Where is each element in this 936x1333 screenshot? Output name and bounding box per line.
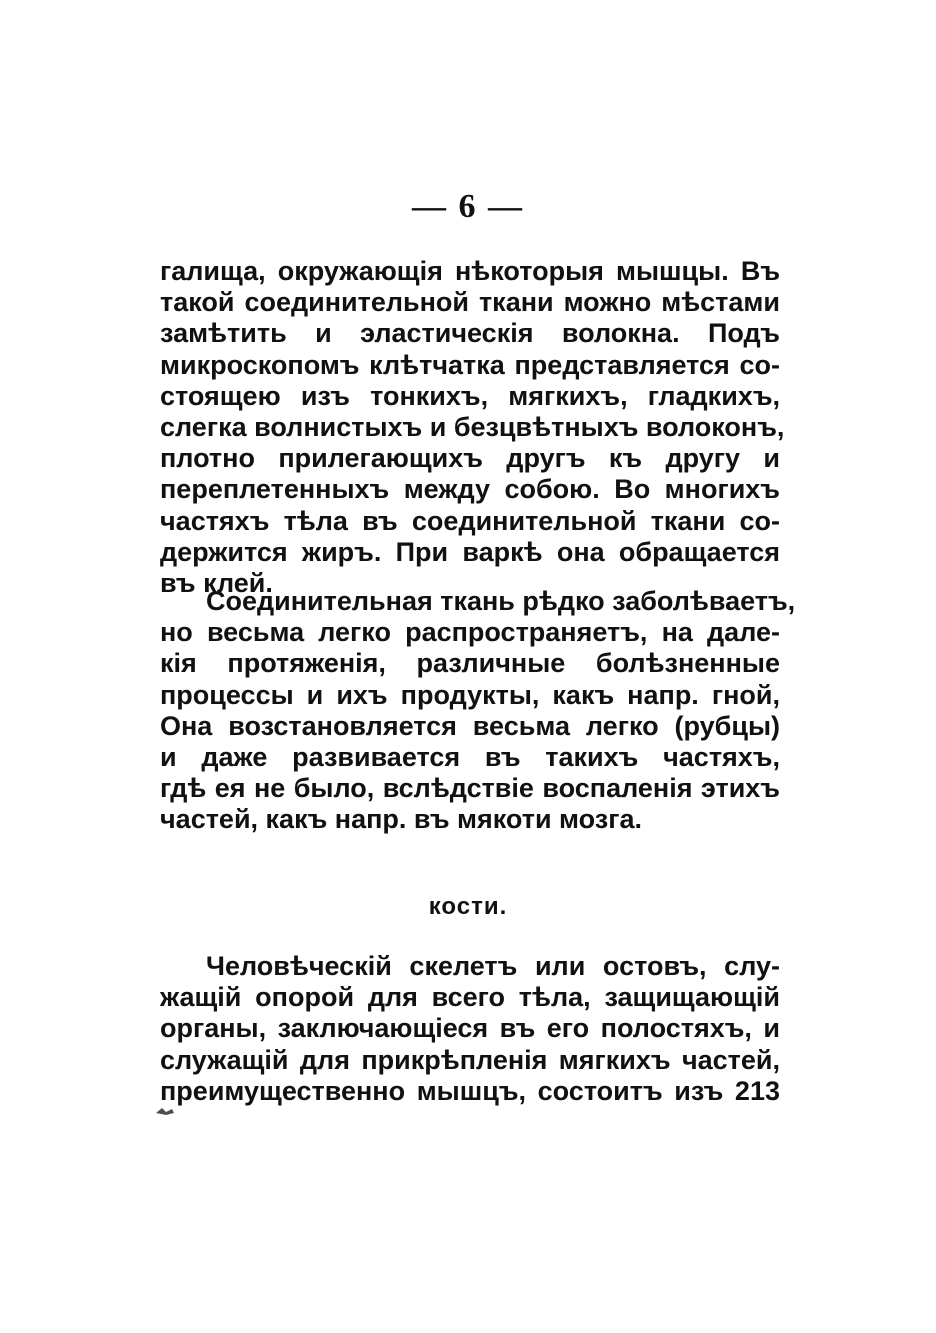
text-line: Она возстановляется весьма легко (рубцы) [160,710,780,741]
text-line: служащій для прикрѣпленія мягкихъ частей, [160,1044,780,1075]
text-line: процессы и ихъ продукты, какъ напр. гной, [160,679,780,710]
text-line: держится жиръ. При варкѣ она обращается [160,536,780,567]
paragraph-connective-tissue-description [160,256,785,599]
text-line: гдѣ ея не было, вслѣдствіе воспаленія этихъ [160,773,780,804]
section-heading-bones: кости. [428,893,508,920]
text-line: частяхъ тѣла въ соединительной ткани со- [160,505,780,536]
text-line: органы, заключающіеся въ его полостяхъ, и [160,1013,780,1044]
text-line: и даже развивается въ такихъ частяхъ, [160,741,780,772]
text-line: въ клей. [160,567,273,598]
text-line: но весьма легко распространяетъ, на дале- [160,617,780,648]
text-line: переплетенныхъ между собою. Во многихъ [160,474,780,505]
text-line: плотно прилегающихъ другъ къ другу и [160,443,780,474]
text-line: стоящею изъ тонкихъ, мягкихъ, гладкихъ, [160,380,780,411]
paragraph-connective-tissue-disease [160,586,796,836]
text-line: преимущественно мышцъ, состоитъ изъ 213 [160,1075,780,1106]
page-number: — 6 — [412,188,524,225]
text-line: кія протяженія, различные болѣзненные [160,648,780,679]
text-line: слегка волнистыхъ и безцвѣтныхъ волоконъ, [160,411,785,442]
text-line: частей, какъ напр. въ мякоти мозга. [160,804,642,835]
text-line: такой соединительной ткани можно мѣстами [160,287,780,318]
text-line: Человѣческій скелетъ или остовъ, слу- [206,951,780,981]
paragraph-skeleton [160,951,780,1107]
ink-smudge-mark [154,1104,176,1118]
text-line: Соединительная ткань рѣдко заболѣваетъ, [206,586,796,616]
text-line: микроскопомъ клѣтчатка представляется со- [160,349,780,380]
text-line: замѣтить и эластическія волокна. Подъ [160,318,780,349]
text-line: жащій опорой для всего тѣла, защищающій [160,982,780,1013]
text-line: галища, окружающія нѣкоторыя мышцы. Въ [160,256,780,286]
